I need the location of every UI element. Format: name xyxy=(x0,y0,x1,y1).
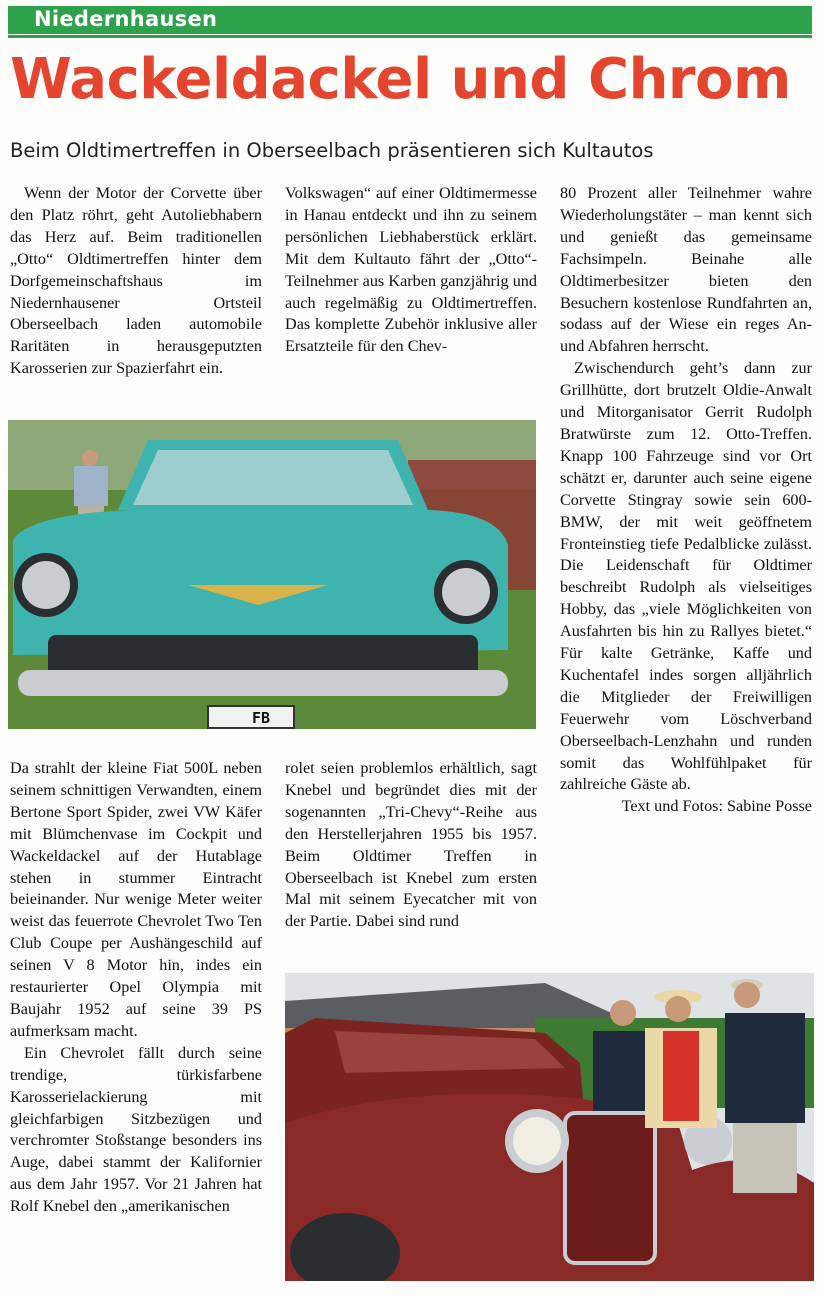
column-2-top xyxy=(285,183,537,358)
column-1-bottom xyxy=(10,758,262,1218)
column-3 xyxy=(560,183,812,818)
paragraph: Wenn der Motor der Corvette über den Platz röhrt, geht Autoliebhabern das Herz auf. Beim traditionellen „Otto“ Oldtimertreffen hinter dem Dorfgemeinschaftshaus im Niedernhausener Ortsteil Oberseelbach laden automobile Raritäten in herausgeputzten Karosserien zur Spazierfahrt ein. xyxy=(10,184,262,378)
paragraph: Ein Chevrolet fällt durch seine trendige, türkisfarbene Karosserielackierung mit gleichfarbigen Sitzbezügen und verchromter Stoßstange besonders ins Auge, dabei stammt der Kalifornier aus dem Jahr 1957. Vor 21 Jahren hat Rolf Knebel den „amerikanischen xyxy=(10,1043,262,1216)
section-bar xyxy=(8,6,812,34)
paragraph: Zwischendurch geht’s dann zur Grillhütte, dort brutzelt Oldie-Anwalt und Mitorganisator Gerrit Rudolph Bratwürste zum 12. Otto-Treffen. Knapp 100 Fahrzeuge sind vor Ort schätzt er, darunter auch seine eigene Corvette Stingray sowie sein 600-BMW, der mit weit geöffnetem Fronteinstieg tiefe Pedalblicke zulässt. Die Leidenschaft für Oldtimer beschreibt Rudolph als vielseitiges Hobby, das „viele Möglichkeiten von Ausfahrten bis hin zu Rallyes bietet.“ Für kalte Getränke, Kaffe und Kuchentafel indes sorgen alljährlich die Mitglieder der Freiwilligen Feuerwehr vom Löschverband Oberseelbach-Lenzhahn und runden somit das Wohlfühlpaket für zahlreiche Gäste ab. xyxy=(560,359,812,794)
photo-chevrolet xyxy=(8,420,536,729)
section-label: Niedernhausen xyxy=(34,7,218,31)
photo-credit: Text und Fotos: Sabine Posse xyxy=(621,797,812,816)
paragraph: 80 Prozent aller Teilnehmer wahre Wiederholungstäter – man kennt sich und genießt das gemeinsame Fachsimpeln. Beinahe alle Oldtimerbesitzer bieten den Besuchern kostenlose Rundfahrten an, sodass auf der Wiese ein reges An- und Abfahren herrscht. xyxy=(560,184,812,356)
paragraph: Volkswagen“ auf einer Oldtimermesse in Hanau entdeckt und ihn zu seinem persönlichen Liebhaberstück erklärt. Mit dem Kultauto fährt der „Otto“-Teilnehmer aus Karben ganzjährig und auch regelmäßig zu Oldtimertreffen. Das komplette Zubehör inklusive aller Ersatzteile für den Chev- xyxy=(285,184,537,356)
photo-red-car-with-owners xyxy=(285,973,814,1281)
subheadline: Beim Oldtimertreffen in Oberseelbach präsentieren sich Kultautos xyxy=(10,139,654,162)
license-plate-text: FB xyxy=(252,709,271,727)
column-1-top xyxy=(10,183,262,380)
paragraph: rolet seien problemlos erhältlich, sagt Knebel und begründet dies mit der sogenannten „Tri-Chevy“-Reihe aus den Herstellerjahren 1955 bis 1957. Beim Oldtimer Treffen in Oberseelbach ist Knebel zum ersten Mal mit seinem Eyecatcher mit von der Partie. Dabei sind rund xyxy=(285,759,537,931)
paragraph: Da strahlt der kleine Fiat 500L neben seinem schnittigen Verwandten, einem Bertone Sport Spider, zwei VW Käfer mit Blümchenvase im Cockpit und Wackeldackel auf der Hutablage stehen in stummer Eintracht beieinander. Nur wenige Meter weiter weist das feuerrote Chevrolet Two Ten Club Coupe per Aushängeschild auf seinen V 8 Motor hin, indes ein restaurierter Opel Olympia mit Baujahr 1952 auf seine 39 PS aufmerksam macht. xyxy=(10,759,262,1040)
headline: Wackeldackel und Chrom xyxy=(10,47,791,112)
column-2-bottom xyxy=(285,758,537,933)
